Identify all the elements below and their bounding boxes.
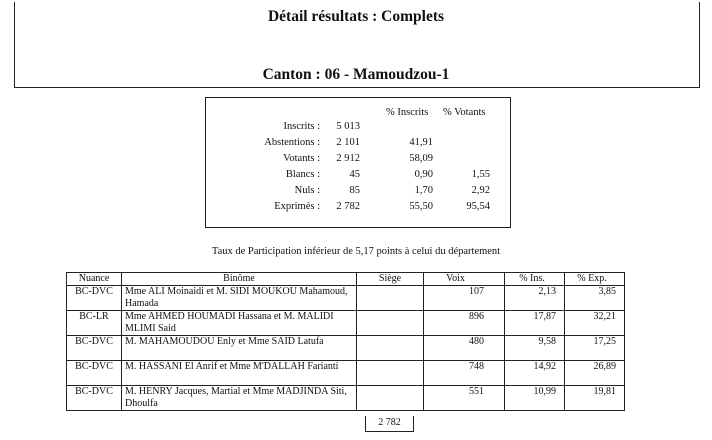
cell-exp: 32,21	[565, 311, 625, 336]
header-voix: Voix	[424, 273, 505, 286]
summary-header-votants: % Votants	[443, 107, 486, 118]
summary-box	[205, 97, 511, 228]
summary-pct-inscrits: 41,91	[409, 137, 433, 148]
summary-label: Inscrits :	[283, 121, 320, 132]
table-row	[67, 361, 625, 386]
summary-pct-votants: 2,92	[471, 185, 490, 196]
cell-ins: 10,99	[505, 386, 565, 411]
table-row	[67, 286, 625, 311]
table-row	[67, 336, 625, 361]
cell-nuance: BC-DVC	[67, 361, 122, 386]
summary-row	[206, 201, 510, 215]
summary-value: 5 013	[336, 121, 360, 132]
header-siege: Siège	[357, 273, 424, 286]
summary-label: Nuls :	[294, 185, 320, 196]
cell-siege	[357, 386, 424, 411]
cell-voix: 748	[424, 361, 505, 386]
table-row	[67, 386, 625, 411]
cell-siege	[357, 361, 424, 386]
summary-label: Blancs :	[285, 169, 320, 180]
results-table	[66, 272, 625, 411]
summary-pct-inscrits: 1,70	[414, 185, 433, 196]
summary-value: 2 101	[336, 137, 360, 148]
summary-pct-inscrits: 55,50	[409, 201, 433, 212]
summary-row	[206, 185, 510, 199]
cell-siege	[357, 311, 424, 336]
cell-binome: Mme AHMED HOUMADI Hassana et M. MALIDI MLIMI Said	[122, 311, 357, 336]
summary-label: Votants :	[283, 153, 320, 164]
cell-binome: Mme ALI Moinaidi et M. SIDI MOUKOU Mahamoud, Hamada	[122, 286, 357, 311]
summary-row	[206, 169, 510, 183]
header-exp: % Exp.	[565, 273, 625, 286]
cell-siege	[357, 286, 424, 311]
participation-note: Taux de Participation inférieur de 5,17 points à celui du département	[211, 246, 501, 257]
cell-ins: 2,13	[505, 286, 565, 311]
summary-value: 2 912	[336, 153, 360, 164]
summary-value: 45	[349, 169, 360, 180]
cell-ins: 9,58	[505, 336, 565, 361]
header-ins: % Ins.	[505, 273, 565, 286]
cell-exp: 3,85	[565, 286, 625, 311]
cell-ins: 17,87	[505, 311, 565, 336]
summary-label: Exprimés :	[274, 201, 320, 212]
summary-value: 2 782	[336, 201, 360, 212]
cell-voix: 551	[424, 386, 505, 411]
page-title: Détail résultats : Complets	[267, 8, 445, 25]
cell-siege	[357, 336, 424, 361]
cell-binome: M. MAHAMOUDOU Enly et Mme SAID Latufa	[122, 336, 357, 361]
header-binome: Binôme	[122, 273, 357, 286]
summary-pct-votants: 95,54	[466, 201, 490, 212]
summary-row	[206, 121, 510, 135]
cell-voix: 107	[424, 286, 505, 311]
summary-header-inscrits: % Inscrits	[386, 107, 429, 118]
header-nuance: Nuance	[67, 273, 122, 286]
summary-row	[206, 137, 510, 151]
summary-pct-inscrits: 58,09	[409, 153, 433, 164]
results-header-row	[67, 273, 625, 286]
cell-nuance: BC-LR	[67, 311, 122, 336]
summary-pct-inscrits: 0,90	[414, 169, 433, 180]
cell-nuance: BC-DVC	[67, 386, 122, 411]
total-voix: 2 782	[365, 416, 414, 432]
cell-nuance: BC-DVC	[67, 336, 122, 361]
cell-exp: 19,81	[565, 386, 625, 411]
cell-ins: 14,92	[505, 361, 565, 386]
table-row	[67, 311, 625, 336]
cell-voix: 480	[424, 336, 505, 361]
cell-exp: 26,89	[565, 361, 625, 386]
canton-title: Canton : 06 - Mamoudzou-1	[262, 66, 450, 83]
cell-binome: M. HASSANI El Anrif et Mme M'DALLAH Farianti	[122, 361, 357, 386]
cell-exp: 17,25	[565, 336, 625, 361]
cell-voix: 896	[424, 311, 505, 336]
cell-binome: M. HENRY Jacques, Martial et Mme MADJINDA Siti, Dhoulfa	[122, 386, 357, 411]
summary-value: 85	[349, 185, 360, 196]
cell-nuance: BC-DVC	[67, 286, 122, 311]
summary-row	[206, 153, 510, 167]
summary-pct-votants: 1,55	[471, 169, 490, 180]
summary-label: Abstentions :	[264, 137, 320, 148]
